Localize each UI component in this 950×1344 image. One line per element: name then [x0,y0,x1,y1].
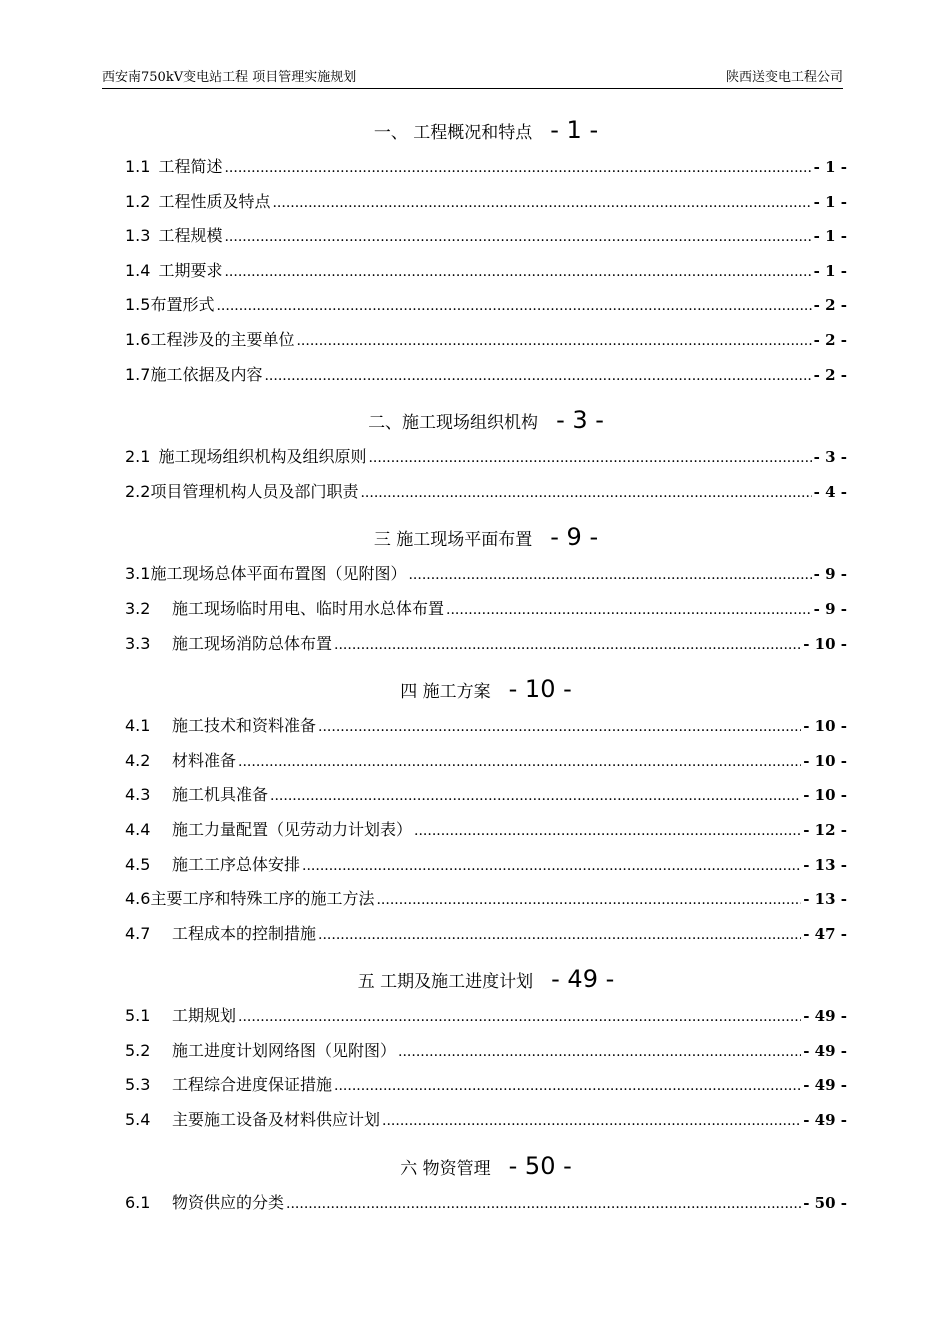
dot-leader [238,1000,801,1035]
header-company-name: 陕西送变电工程公司 [725,70,843,85]
entry-page-number: - 9 - [813,565,847,584]
dot-leader [224,255,811,290]
section-spacer [125,661,847,669]
section-page-number: - 49 - [551,965,615,994]
toc-section-heading[interactable] [125,959,847,999]
toc-entry[interactable] [125,150,847,185]
dot-leader [368,441,811,476]
toc-entry[interactable] [125,440,847,475]
toc-entry[interactable] [125,288,847,323]
entry-page-number: - 10 - [803,786,847,805]
toc-section [125,400,847,517]
toc-entry[interactable] [125,219,847,254]
entry-page-number: - 1 - [813,227,847,246]
toc-entry[interactable] [125,1103,847,1138]
toc-section-heading[interactable] [125,669,847,709]
entry-page-number: - 1 - [813,261,847,280]
entry-title: 物资供应的分类 [172,1192,285,1212]
entry-title: 布置形式 [150,295,215,315]
entry-number: 1.4 [125,260,151,280]
entry-number: 1.3 [125,226,151,246]
entry-page-number: - 49 - [803,1041,847,1060]
toc-entry[interactable] [125,813,847,848]
dot-leader [398,1035,801,1070]
dot-leader [270,779,801,814]
dot-leader [360,476,811,511]
entry-title: 施工现场临时用电、临时用水总体布置 [172,598,445,618]
entry-number: 4.3 [125,785,151,805]
entry-number: 3.2 [125,598,151,618]
entry-number: 1.5 [125,295,151,315]
toc-entry[interactable] [125,627,847,662]
entry-title: 工期要求 [158,260,223,280]
toc-entry[interactable] [125,358,847,393]
toc-section-heading[interactable] [125,517,847,557]
entry-title: 工程综合进度保证措施 [172,1075,333,1095]
toc-entry[interactable] [125,475,847,510]
section-title: 三 施工现场平面布置 [373,530,533,551]
entry-page-number: - 10 - [803,751,847,770]
toc-entry[interactable] [125,1186,847,1221]
entry-title: 工程成本的控制措施 [172,923,317,943]
entry-title: 工程性质及特点 [158,191,271,211]
section-title: 六 物资管理 [400,1158,491,1179]
dot-leader [224,151,811,186]
dot-leader [302,849,801,884]
section-page-number: - 1 - [550,116,599,144]
toc-section [125,517,847,669]
entry-title: 施工力量配置（见劳动力计划表） [172,819,413,839]
dot-leader [334,628,801,663]
entry-number: 3.3 [125,633,151,653]
dot-leader [318,918,801,953]
entry-number: 5.2 [125,1040,151,1060]
entry-page-number: - 1 - [813,158,847,176]
toc-entry[interactable] [125,999,847,1034]
section-title: 四 施工方案 [400,682,491,703]
section-spacer [125,1220,847,1228]
entry-number: 4.1 [125,716,151,736]
entry-page-number: - 3 - [813,448,847,467]
dot-leader [216,289,811,324]
entry-page-number: - 10 - [803,717,847,736]
entry-page-number: - 9 - [813,599,847,618]
entry-number: 5.1 [125,1006,151,1026]
entry-page-number: - 10 - [803,634,847,653]
dot-leader [296,324,811,359]
entry-number: 5.3 [125,1075,151,1095]
entry-title: 材料准备 [172,750,237,770]
toc-entry[interactable] [125,592,847,627]
entry-title: 施工现场组织机构及组织原则 [158,447,367,467]
toc-section [125,959,847,1145]
entry-title: 施工技术和资料准备 [172,716,317,736]
entry-page-number: - 4 - [813,482,847,501]
section-page-number: - 3 - [556,406,604,435]
entry-number: 5.4 [125,1110,151,1130]
entry-number: 3.1 [125,564,151,584]
entry-number: 4.4 [125,819,151,839]
entry-page-number: - 50 - [803,1193,847,1212]
toc-entry[interactable] [125,917,847,952]
entry-number: 1.2 [125,191,151,211]
toc-entry[interactable] [125,882,847,917]
entry-number: 1.6 [125,329,151,349]
entry-number: 2.1 [125,447,151,467]
section-spacer [125,509,847,517]
toc-section [125,669,847,959]
dot-leader [238,745,801,780]
toc-entry[interactable] [125,254,847,289]
entry-title: 主要施工设备及材料供应计划 [172,1110,381,1130]
entry-number: 6.1 [125,1192,151,1212]
entry-page-number: - 13 - [803,855,847,874]
entry-page-number: - 2 - [813,330,847,349]
table-of-contents [125,110,847,1228]
section-title: 二、施工现场组织机构 [368,413,539,434]
entry-title: 工期规划 [172,1006,237,1026]
dot-leader [446,593,812,628]
entry-title: 工程规模 [158,226,223,246]
entry-number: 4.5 [125,854,151,874]
page-header [102,68,843,89]
section-title: 五 工期及施工进度计划 [357,972,534,993]
entry-number: 4.7 [125,923,151,943]
entry-page-number: - 49 - [803,1111,847,1130]
dot-leader [414,814,801,849]
entry-title: 工程简述 [158,157,223,176]
entry-title: 施工机具准备 [172,785,269,805]
entry-title: 施工进度计划网络图（见附图） [172,1040,397,1060]
entry-page-number: - 47 - [803,924,847,943]
toc-entry[interactable] [125,744,847,779]
dot-leader [272,186,811,221]
entry-title: 施工现场总体平面布置图（见附图） [150,564,407,584]
dot-leader [224,220,811,255]
entry-number: 1.7 [125,364,151,384]
entry-page-number: - 49 - [803,1007,847,1026]
toc-entry[interactable] [125,185,847,220]
toc-entry[interactable] [125,778,847,813]
entry-title: 项目管理机构人员及部门职责 [150,481,359,501]
section-page-number: - 10 - [508,675,572,704]
dot-leader [264,359,811,394]
entry-page-number: - 2 - [813,365,847,384]
section-spacer [125,1138,847,1146]
toc-section [125,110,847,400]
dot-leader [334,1069,801,1104]
toc-entry[interactable] [125,848,847,883]
header-project-title: 西安南750kV变电站工程 项目管理实施规划 [102,70,357,85]
section-page-number: - 50 - [508,1151,572,1180]
entry-number: 4.2 [125,750,151,770]
toc-section [125,1146,847,1229]
toc-section-heading[interactable] [125,110,847,150]
entry-page-number: - 12 - [803,820,847,839]
entry-title: 施工工序总体安排 [172,854,301,874]
toc-entry[interactable] [125,1034,847,1069]
entry-number: 1.1 [125,157,151,176]
section-spacer [125,951,847,959]
entry-number: 4.6 [125,889,151,909]
dot-leader [286,1187,801,1222]
toc-entry[interactable] [125,709,847,744]
entry-number: 2.2 [125,481,151,501]
entry-page-number: - 49 - [803,1076,847,1095]
toc-entry[interactable] [125,557,847,592]
toc-section-heading[interactable] [125,400,847,440]
toc-entry[interactable] [125,1068,847,1103]
section-spacer [125,392,847,400]
entry-title: 施工依据及内容 [150,364,263,384]
dot-leader [408,558,811,593]
section-title: 一、 工程概况和特点 [373,123,533,143]
section-page-number: - 9 - [550,523,599,552]
toc-entry[interactable] [125,323,847,358]
entry-page-number: - 13 - [803,890,847,909]
dot-leader [376,883,801,918]
entry-title: 施工现场消防总体布置 [172,633,333,653]
dot-leader [318,710,801,745]
entry-title: 主要工序和特殊工序的施工方法 [150,889,375,909]
toc-section-heading[interactable] [125,1146,847,1186]
dot-leader [382,1104,801,1139]
entry-page-number: - 1 - [813,192,847,211]
entry-title: 工程涉及的主要单位 [150,329,295,349]
entry-page-number: - 2 - [813,296,847,315]
